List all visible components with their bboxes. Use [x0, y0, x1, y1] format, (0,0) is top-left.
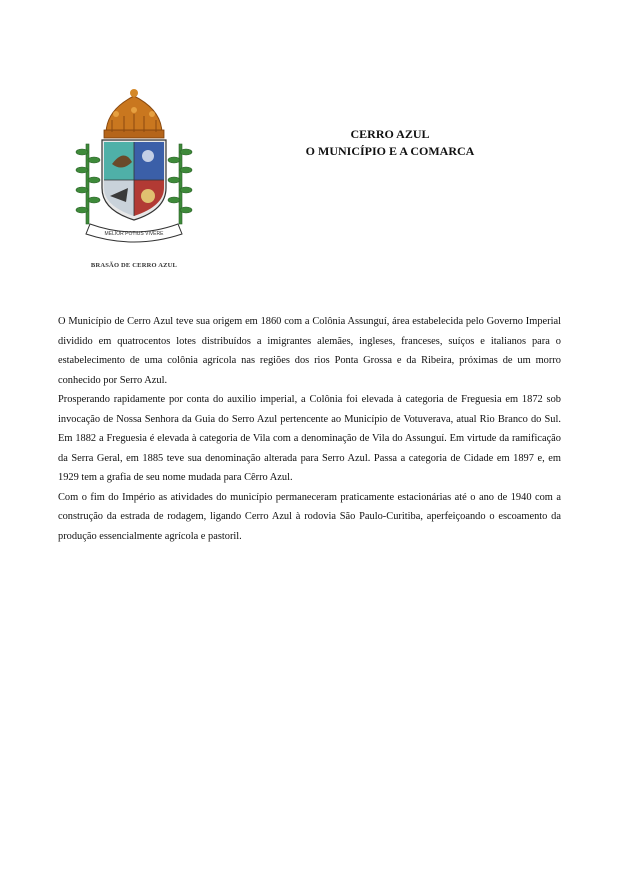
- paragraph-2: Prosperando rapidamente por conta do auxilio imperial, a Colônia foi elevada à categoria de Freguesia em 1872 sob invocação de Nossa Senhora da Guia do Serro Azul pertencente ao Município de Votuverava, atual Rio Branco do Sul. Em 1882 a Freguesia é elevada à categoria de Vila com a denominação de Vila do Assunguí. Em virtude da ramificação da Serra Geral, em 1885 teve sua denominação alterada para Serro Azul. Passa a categoria de Cidade em 1897 e, em 1929 tem a grafia de seu nome mudada para Cêrro Azul.: [58, 394, 561, 483]
- ribbon-motto: MELIOR POTIUS VIVERE: [104, 231, 164, 237]
- title-line-1: CERRO AZUL: [350, 127, 430, 141]
- crown-icon: [104, 89, 164, 138]
- crest-caption: BRASÃO DE CERRO AZUL: [90, 262, 178, 269]
- corn-right-icon: [168, 144, 192, 224]
- page-title: [270, 126, 510, 160]
- body-text: [58, 312, 561, 546]
- corn-left-icon: [76, 144, 100, 224]
- ribbon-icon: [86, 224, 182, 242]
- shield-icon: [102, 140, 166, 220]
- title-line-2: O MUNICÍPIO E A COMARCA: [305, 144, 475, 158]
- paragraph-3: Com o fim do Império as atividades do município permaneceram praticamente estacionárias até o ano de 1940 com a construção da estrada de rodagem, ligando Cerro Azul à rodovia São Paulo-Curitiba, aperfeiçoando o escoamento da produção essencialmente agrícola e pastoril.: [58, 491, 561, 542]
- coat-of-arms-image: [72, 84, 196, 244]
- paragraph-1: O Município de Cerro Azul teve sua origem em 1860 com a Colônia Assunguí, área estabelecida pelo Governo Imperial dividido em quatrocentos lotes distribuídos a imigrantes alemães, ingleses, franceses, suíços e italianos para o estabelecimento de uma colônia agrícola nas regiões dos rios Ponta Grossa e da Ribeira, próximas de um morro conhecido por Serro Azul.: [58, 316, 561, 386]
